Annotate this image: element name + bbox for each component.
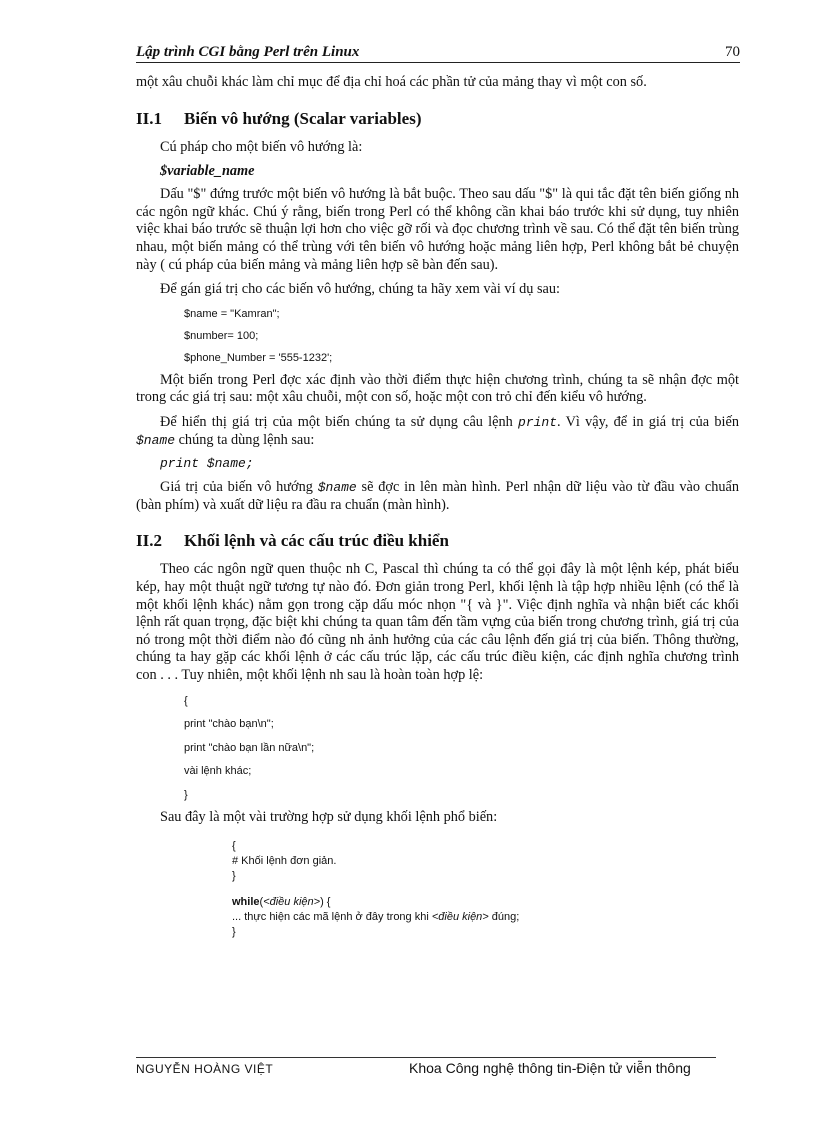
page-body [136,74,739,939]
code-line: } [232,925,236,938]
code-line: vài lệnh khác; [184,765,252,778]
section-title: Khối lệnh và các cấu trúc điều khiển [184,531,449,551]
page-number: 70 [725,44,740,60]
section-heading-2 [136,531,739,551]
syntax-example: $variable_name [160,163,255,180]
paragraph: Theo các ngôn ngữ quen thuộc nh C, Pascal thì chúng ta có thể gọi đây là một lệnh kép, phát biểu kép, hay một thuật ngữ tương tự nào đó. Đơn giản trong Perl, khối lệnh là tập hợp nhiều lệnh (có thể là một khối lệnh khác) nằm gọn trong cặp dấu móc nhọn "{ và }". Việc định nghĩa và nhận biết các khối lệnh rất quan trọng, đặc biệt khi chúng ta quan tâm đến tầm vựng của biến trong chương trình, giá trị của nó trong một thời điểm nào đó cũng nh ảnh hưởng của các câu lệnh đến giá trị của biến. Thông thường, chúng ta hay gặp các khối lệnh ở các cấu trúc lặp, các cấu trúc điều kiện, các định nghĩa chương trình con . . . Tuy nhiên, một khối lệnh nh sau là hoàn toàn hợp lệ: [136,561,739,683]
intro-paragraph: một xâu chuỗi khác làm chỉ mục để địa chỉ hoá các phần tử của mảng thay vì một con số. [136,74,647,90]
paragraph: Để gán giá trị cho các biến vô hướng, chúng ta hãy xem vài ví dụ sau: [160,281,561,298]
header-title: Lập trình CGI bằng Perl trên Linux [136,44,360,60]
code-line: { [184,694,188,707]
text-run: . Vì vậy, để in giá trị của biến [557,413,739,430]
code-line: $name = "Kamran"; [184,307,280,320]
code-line: { [232,839,236,852]
text-run: ... thực hiện các mã lệnh ở đây trong khi [232,910,432,923]
code-line: # Khối lệnh đơn giản. [232,854,337,867]
section-number: II.1 [136,108,162,128]
syntax-intro: Cú pháp cho một biến vô hướng là: [160,138,363,155]
text-run: Để hiển thị giá trị của một biến chúng ta sử dụng câu lệnh [160,413,519,430]
code-line: } [184,788,188,801]
code-line: $number= 100; [184,329,259,342]
code-line: } [232,869,236,882]
section-number: II.2 [136,531,162,551]
while-line [232,895,739,909]
code-line: print "chào bạn\n"; [184,718,274,731]
inline-code: print [518,414,558,430]
paragraph: Sau đây là một vài trường hợp sử dụng khối lệnh phổ biến: [160,808,498,825]
condition-placeholder: <điều kiện> [263,895,321,908]
paragraph [136,414,739,449]
while-keyword: while [232,895,260,908]
condition-placeholder: <điều kiện> [431,910,489,923]
page-header [136,44,740,63]
footer-author: NGUYỄN HOÀNG VIỆT [136,1062,274,1076]
section-heading-1 [136,109,739,129]
paren: ( [259,895,264,908]
code-line [232,910,739,924]
paren: ) { [320,895,331,908]
common-block-examples [232,839,739,939]
inline-code: $name [136,432,176,448]
code-example [136,307,739,365]
inline-code: $name [317,480,357,496]
paragraph [136,479,739,514]
paragraph: Một biến trong Perl đợc xác định vào thời điểm thực hiện chương trình, chúng ta sẽ nhận đợc một trong các giá trị sau: một xâu chuỗi, một con số, hoặc một con trỏ chỉ đến kiểu vô hướng. [136,371,739,406]
text-run: đúng; [488,910,520,923]
print-statement: print $name; [160,456,254,472]
text-run: sẽ đợc in lên màn hình. Perl nhận dữ liệu vào từ đầu vào chuẩn (bàn phím) và xuất dữ liệu ra đầu ra chuẩn (màn hình). [136,479,739,513]
section-title: Biến vô hướng (Scalar variables) [184,108,422,128]
text-run: Giá trị của biến vô hướng [160,479,318,496]
page-footer [136,1057,716,1076]
code-line: print "chào bạn lần nữa\n"; [184,741,315,754]
footer-department: Khoa Công nghệ thông tin-Điện tử viễn thông [409,1060,691,1076]
text-run: chúng ta dùng lệnh sau: [175,431,315,448]
paragraph: Dấu "$" đứng trước một biến vô hướng là bắt buộc. Theo sau dấu "$" là qui tắc đặt tên biến giống nh các ngôn ngữ khác. Chú ý rằng, biến trong Perl có thể không cần khai báo trước khi sử dụng, tuy nhiên việc khai báo trước sẽ thuận lợi hơn cho việc gỡ rối và đọc chương trình về sau. Có thể đặt tên biến trùng nhau, một biến mảng có thể trùng với tên biến vô hướng hoặc mảng liên hợp, Perl không bắt bẻ chuyện này ( cú pháp của biến mảng và mảng liên hợp sẽ bàn đến sau). [136,186,739,273]
block-example [136,694,739,802]
code-line: $phone_Number = '555-1232'; [184,351,333,364]
